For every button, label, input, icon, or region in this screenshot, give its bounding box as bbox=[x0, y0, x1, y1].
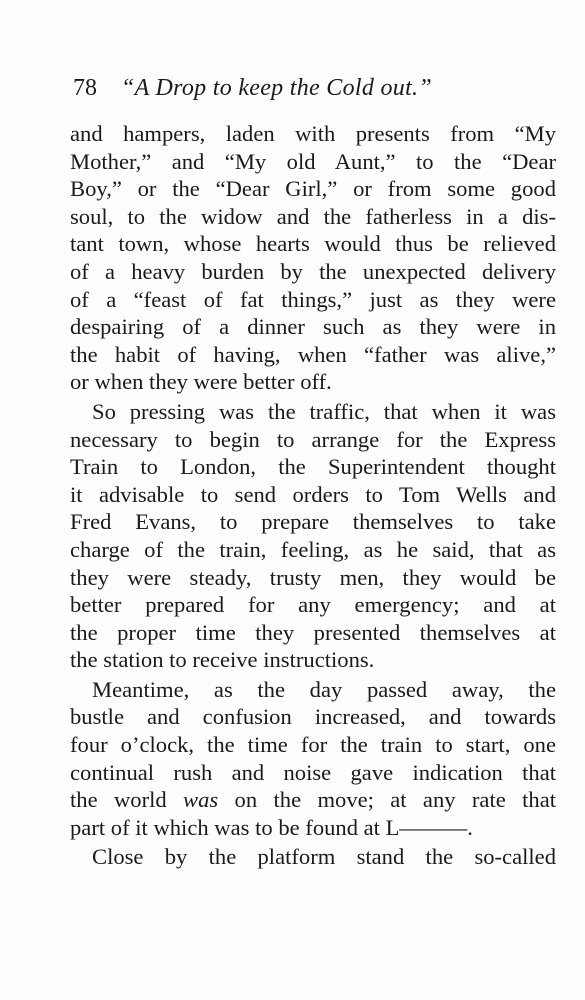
text-line: Meantime, as the day passed away, the bbox=[92, 676, 556, 702]
paragraph-4 bbox=[70, 843, 556, 871]
page-header bbox=[73, 74, 432, 102]
text-line: Boy,” or the “Dear Girl,” or from some good bbox=[70, 176, 556, 202]
text-line: and hampers, laden with presents from “My bbox=[70, 121, 556, 146]
text-line: better prepared for any emergency; and at bbox=[70, 592, 556, 618]
text-line: So pressing was the traffic, that when it was bbox=[92, 398, 556, 424]
text-line: charge of the train, feeling, as he said, that as bbox=[70, 536, 556, 562]
paragraph-3 bbox=[70, 676, 556, 842]
text-line: four o’clock, the time for the train to start, one bbox=[70, 732, 556, 758]
text-line: of a “feast of fat things,” just as they were bbox=[70, 286, 556, 312]
text-line: Close by the platform stand the so-called bbox=[92, 844, 556, 870]
text-line: part of it which was to be found at L———. bbox=[70, 814, 473, 840]
body-text bbox=[70, 120, 556, 871]
text-line: necessary to begin to arrange for the Express bbox=[70, 426, 556, 452]
text-line: or when they were better off. bbox=[70, 369, 332, 395]
page-number: 78 bbox=[73, 75, 97, 101]
text-line: the proper time they presented themselves at bbox=[70, 619, 556, 645]
running-title: “A Drop to keep the Cold out.” bbox=[121, 75, 432, 101]
text-line: they were steady, trusty men, they would be bbox=[70, 564, 556, 590]
text-line: the habit of having, when “father was alive,” bbox=[70, 341, 556, 367]
text-line: continual rush and noise gave indication that bbox=[70, 759, 556, 785]
text-line: Fred Evans, to prepare themselves to take bbox=[70, 509, 556, 535]
paragraph-2 bbox=[70, 398, 556, 674]
text-line: soul, to the widow and the fatherless in a dis- bbox=[70, 203, 556, 229]
text-line: of a heavy burden by the unexpected delivery bbox=[70, 258, 556, 284]
emphasized-word: was bbox=[183, 787, 219, 813]
paragraph-1 bbox=[70, 120, 556, 396]
text-line: despairing of a dinner such as they were in bbox=[70, 314, 556, 340]
text-line: Train to London, the Superintendent thought bbox=[70, 454, 556, 480]
text-line: Mother,” and “My old Aunt,” to the “Dear bbox=[70, 148, 556, 174]
text-line: it advisable to send orders to Tom Wells and bbox=[70, 481, 556, 507]
text-line: the station to receive instructions. bbox=[70, 647, 375, 673]
text-line: bustle and confusion increased, and towards bbox=[70, 704, 556, 730]
text-line: tant town, whose hearts would thus be relieved bbox=[70, 231, 556, 257]
text-line: the world was on the move; at any rate that bbox=[70, 787, 556, 813]
